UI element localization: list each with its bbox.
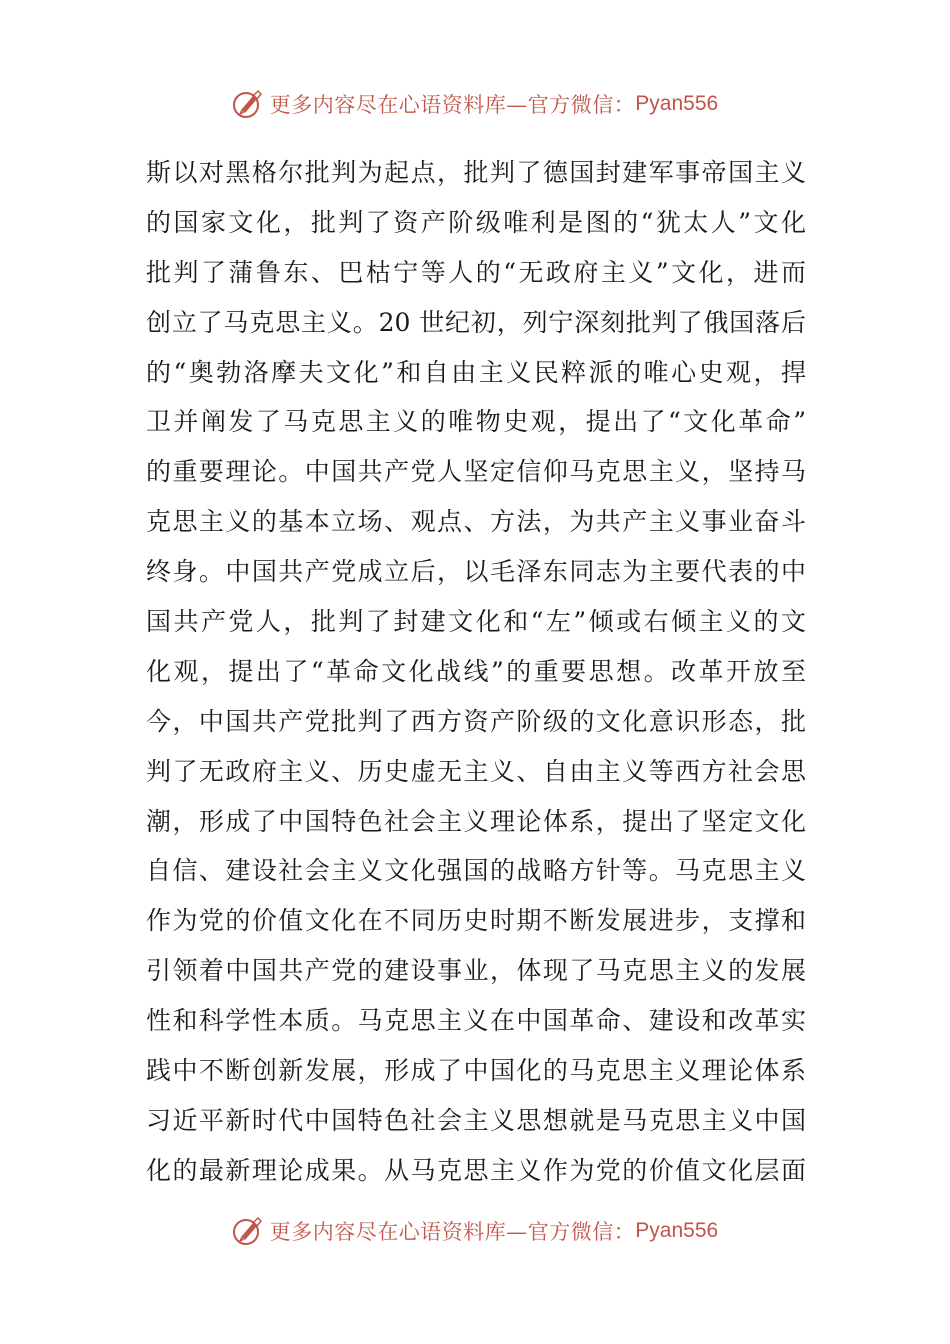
text-line: 国共产党人，批判了封建文化和“左”倾或右倾主义的文: [146, 607, 806, 637]
footer-banner: [0, 1211, 950, 1251]
text-line: 引领着中国共产党的建设事业，体现了马克思主义的发展: [146, 956, 806, 986]
text-line: 化的最新理论成果。从马克思主义作为党的价值文化层面: [146, 1155, 806, 1185]
text-line: 自信、建设社会主义文化强国的战略方针等。马克思主义: [146, 856, 806, 886]
text-line: 批判了蒲鲁东、巴枯宁等人的“无政府主义”文化，进而: [146, 257, 806, 287]
text-line: 今，中国共产党批判了西方资产阶级的文化意识形态，批: [146, 706, 806, 736]
footer-banner-text: 更多内容尽在心语资料库—官方微信：: [269, 1220, 636, 1244]
fountain-pen-seal-icon: [232, 1215, 264, 1247]
text-line: 作为党的价值文化在不同历史时期不断发展进步，支撑和: [146, 906, 806, 936]
text-line: 化观，提出了“革命文化战线”的重要思想。改革开放至: [146, 656, 806, 686]
text-line: 的“奥勃洛摩夫文化”和自由主义民粹派的唯心史观，捍: [146, 357, 806, 387]
text-line: 的国家文化，批判了资产阶级唯利是图的“犹太人”文化: [146, 207, 806, 237]
text-line: 终身。中国共产党成立后，以毛泽东同志为主要代表的中: [146, 557, 806, 587]
text-line: 性和科学性本质。马克思主义在中国革命、建设和改革实: [146, 1006, 806, 1036]
fountain-pen-seal-icon: [232, 88, 264, 120]
text-line: 卫并阐发了马克思主义的唯物史观，提出了“文化革命”: [146, 407, 806, 437]
text-line: 斯以对黑格尔批判为起点，批判了德国封建军事帝国主义: [146, 158, 806, 187]
text-line: 践中不断创新发展，形成了中国化的马克思主义理论体系: [146, 1056, 806, 1086]
text-line: 习近平新时代中国特色社会主义思想就是马克思主义中国: [146, 1105, 806, 1135]
text-line: 的重要理论。中国共产党人坚定信仰马克思主义，坚持马: [146, 457, 806, 487]
text-line: 克思主义的基本立场、观点、方法，为共产主义事业奋斗: [146, 507, 806, 537]
footer-wechat-id: Pyan556: [635, 1219, 719, 1242]
header-banner: [0, 84, 950, 124]
text-line: 判了无政府主义、历史虚无主义、自由主义等西方社会思: [146, 756, 806, 786]
text-line: 创立了马克思主义。20 世纪初，列宁深刻批判了俄国落后: [146, 307, 806, 337]
header-wechat-id: Pyan556: [635, 92, 719, 115]
document-body: [146, 148, 806, 1196]
text-line: 潮，形成了中国特色社会主义理论体系，提出了坚定文化: [146, 806, 806, 836]
header-banner-text: 更多内容尽在心语资料库—官方微信：: [269, 93, 636, 117]
